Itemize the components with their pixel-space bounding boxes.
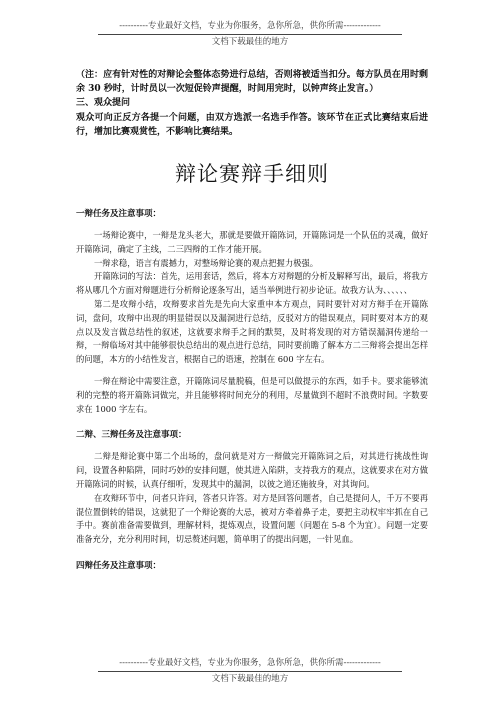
section-heading-second-third-debater: 二辩、三辩任务及注意事项： xyxy=(76,430,187,441)
first-debater-paragraph-3: 开篇陈词的写法：首先，运用套话，然后，将本方对辩题的分析及解释写出，最后，将我方将从哪几个方面对辩题进行分析辩论逐条写出，适当举例进行初步论证。故我方认为、、、、、、 xyxy=(76,271,428,296)
second-third-debater-paragraph-2: 在攻辩环节中，问者只许问，答者只许答。对方是回答问题者，自己是提问人，千万不要再混位置倒转的错误，这就犯了一个辩论赛的大忌，被对方牵着鼻子走，要把主动权牢牢抓在自己手中。赛前准备需要做到，理解材料，提炼观点，设置问题（问题在 5-8 个为宜）。问题一定要准备充分，充分利用时间，切忌赘述问题，简单明了的提出问题，一针见血。 xyxy=(76,492,428,545)
first-debater-paragraph-2: 一辩求稳，语言有震撼力，对整场辩论赛的观点把握力极强。 xyxy=(94,257,319,268)
header-divider xyxy=(98,34,402,35)
audience-questions-paragraph: 观众可向正反方各提一个问题，由双方选派一名选手作答。该环节在正式比赛结束后进行，增加比赛观赏性，不影响比赛结果。 xyxy=(76,112,428,137)
document-body xyxy=(76,68,428,573)
evaluation-note: （注：应有针对性的对辩论会整体态势进行总结，否则将被适当扣分。每方队员在用时剩余 30 秒时，计时员以一次短促铃声提醒，时间用完时，以钟声终止发言。） xyxy=(76,70,428,95)
first-debater-paragraph-4: 第二是攻辩小结，攻辩要求首先是先向大家重申本方观点，同时要针对对方辩手在开篇陈词，盘问，攻辩中出现的明显错误以及漏洞进行总结，反驳对方的错误观点，同时要对本方的观点以及发言做总结性的叙述，这就要求辩手之间的默契，及时将发现的对方错误漏洞传递给一辩，一辩临场对其中能够很快总结出的观点进行总结，同时要前瞻了解本方二三辩将会提出怎样的问题，本方的小结性发言，根据自己的语速，控制在 600 字左右。 xyxy=(76,299,428,365)
first-debater-paragraph-1: 一场辩论赛中，一辩是龙头老大，那就是要做开篇陈词，开篇陈词是一个队伍的灵魂，做好开篇陈词，确定了主线，二三四辩的工作才能开展。 xyxy=(76,230,428,254)
footer-subtitle: 文档下载最佳的地方 xyxy=(211,674,289,684)
section-heading-audience-questions: 三、观众提问 xyxy=(76,98,131,109)
header-subtitle: 文档下载最佳的地方 xyxy=(211,37,289,47)
section-heading-fourth-debater: 四辩任务及注意事项： xyxy=(76,560,162,571)
document-title: 辩论赛辩手细则 xyxy=(175,162,329,187)
section-heading-first-debater: 一辩任务及注意事项： xyxy=(76,209,162,220)
header-tagline: ----------专业最好文档，专业为你服务，急你所急，供你所需------------- xyxy=(119,21,381,31)
footer-divider xyxy=(98,671,402,672)
second-third-debater-paragraph-1: 二辩是辩论赛中第二个出场的，盘问就是对方一辩做完开篇陈词之后，对其进行挑战性询问，设置各种陷阱，同时巧妙的安排问题，使其进入陷阱，支持我方的观点，这就要求在对方做开篇陈词的时候，认真仔细听，发现其中的漏洞，以彼之道还施彼身，对其询问。 xyxy=(76,451,428,489)
first-debater-paragraph-5: 一辩在辩论中需要注意，开篇陈词尽量脱稿，但是可以做提示的东西，如手卡。要求能够流利的完整的将开篇陈词做完，并且能够将时间充分的利用，尽量做到不超时不浪费时间。字数要求在 1000 字左右。 xyxy=(76,375,428,414)
footer-tagline: ----------专业最好文档，专业为你服务，急你所急，供你所需------------- xyxy=(119,658,381,668)
